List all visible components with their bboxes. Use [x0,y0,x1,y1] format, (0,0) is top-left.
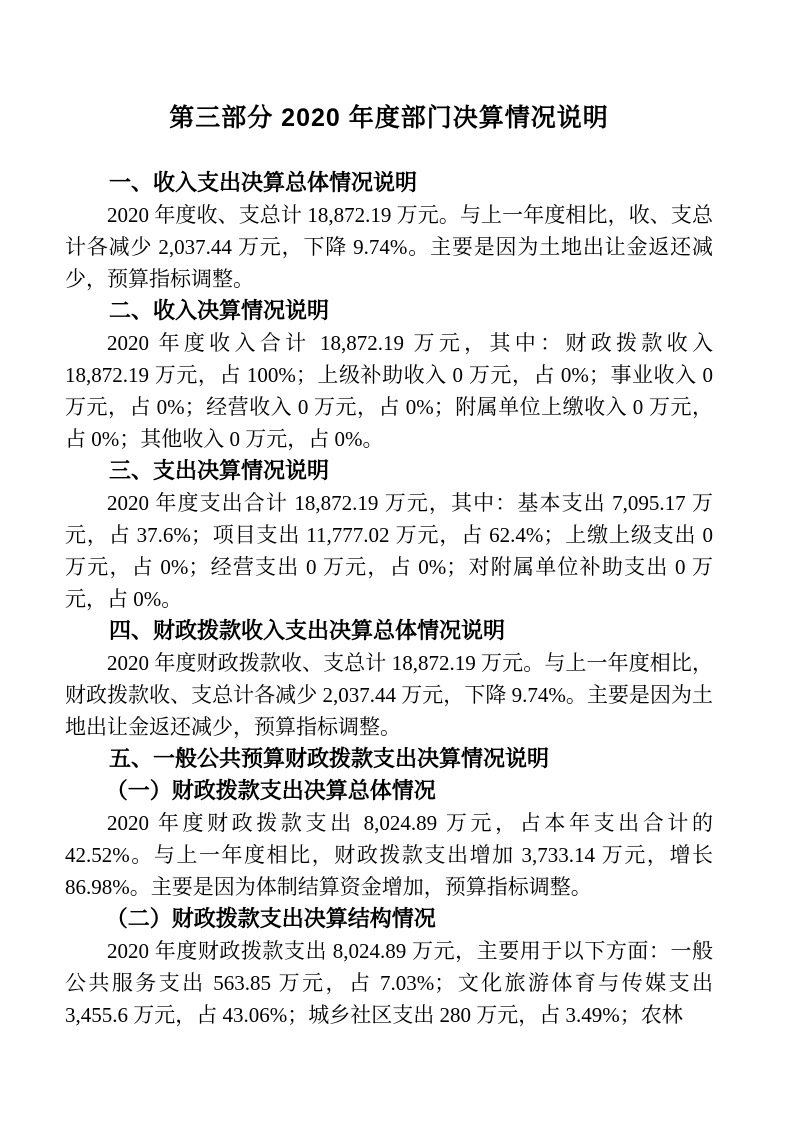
section-4-heading: 四、财政拨款收入支出决算总体情况说明 [109,618,506,643]
section-5-sub-2-heading: （二）财政拨款支出决算结构情况 [105,906,436,931]
section-4-paragraph: 2020 年度财政拨款收、支总计 18,872.19 万元。与上一年度相比，财政拨款收、支总计各减少 2,037.44 万元，下降 9.74%。主要是因为土地出让金返还减少，预算指标调整。 [65,651,713,739]
section-1-paragraph: 2020 年度收、支总计 18,872.19 万元。与上一年度相比，收、支总计各减少 2,037.44 万元，下降 9.74%。主要是因为土地出让金返还减少，预算指标调整。 [65,203,713,291]
section-public-budget-appropriation [65,743,713,1031]
section-3-heading: 三、支出决算情况说明 [109,458,330,483]
section-2-heading: 二、收入决算情况说明 [109,298,330,323]
section-3-paragraph: 2020 年度支出合计 18,872.19 万元，其中：基本支出 7,095.17 万元，占 37.6%；项目支出 11,777.02 万元，占 62.4%；上缴上级支出 0 万元，占 0%；经营支出 0 万元，占 0%；对附属单位补助支出 0 万元，占 0%。 [65,491,713,611]
section-5-sub-1-heading: （一）财政拨款支出决算总体情况 [105,778,436,803]
section-income-expense-overview [65,167,713,295]
section-5-sub-2-paragraph: 2020 年度财政拨款支出 8,024.89 万元，主要用于以下方面：一般公共服务支出 563.85 万元，占 7.03%；文化旅游体育与传媒支出 3,455.6 万元，占 43.06%；城乡社区支出 280 万元，占 3.49%；农林 [65,939,713,1027]
section-income-statement [65,295,713,455]
section-5-heading: 五、一般公共预算财政拨款支出决算情况说明 [109,746,550,771]
section-fiscal-appropriation-overview [65,615,713,743]
section-1-heading: 一、收入支出决算总体情况说明 [109,170,418,195]
section-5-sub-1-paragraph: 2020 年度财政拨款支出 8,024.89 万元，占本年支出合计的 42.52%。与上一年度相比，财政拨款支出增加 3,733.14 万元，增长 86.98%。主要是因为体制结算资金增加，预算指标调整。 [65,811,713,899]
section-2-paragraph: 2020 年度收入合计 18,872.19 万元，其中：财政拨款收入 18,872.19 万元，占 100%；上级补助收入 0 万元，占 0%；事业收入 0 万元，占 0%；经营收入 0 万元，占 0%；附属单位上缴收入 0 万元，占 0%；其他收入 0 万元，占 0%。 [65,331,713,451]
section-expense-statement [65,455,713,615]
document-title: 第三部分 2020 年度部门决算情况说明 [169,104,609,132]
